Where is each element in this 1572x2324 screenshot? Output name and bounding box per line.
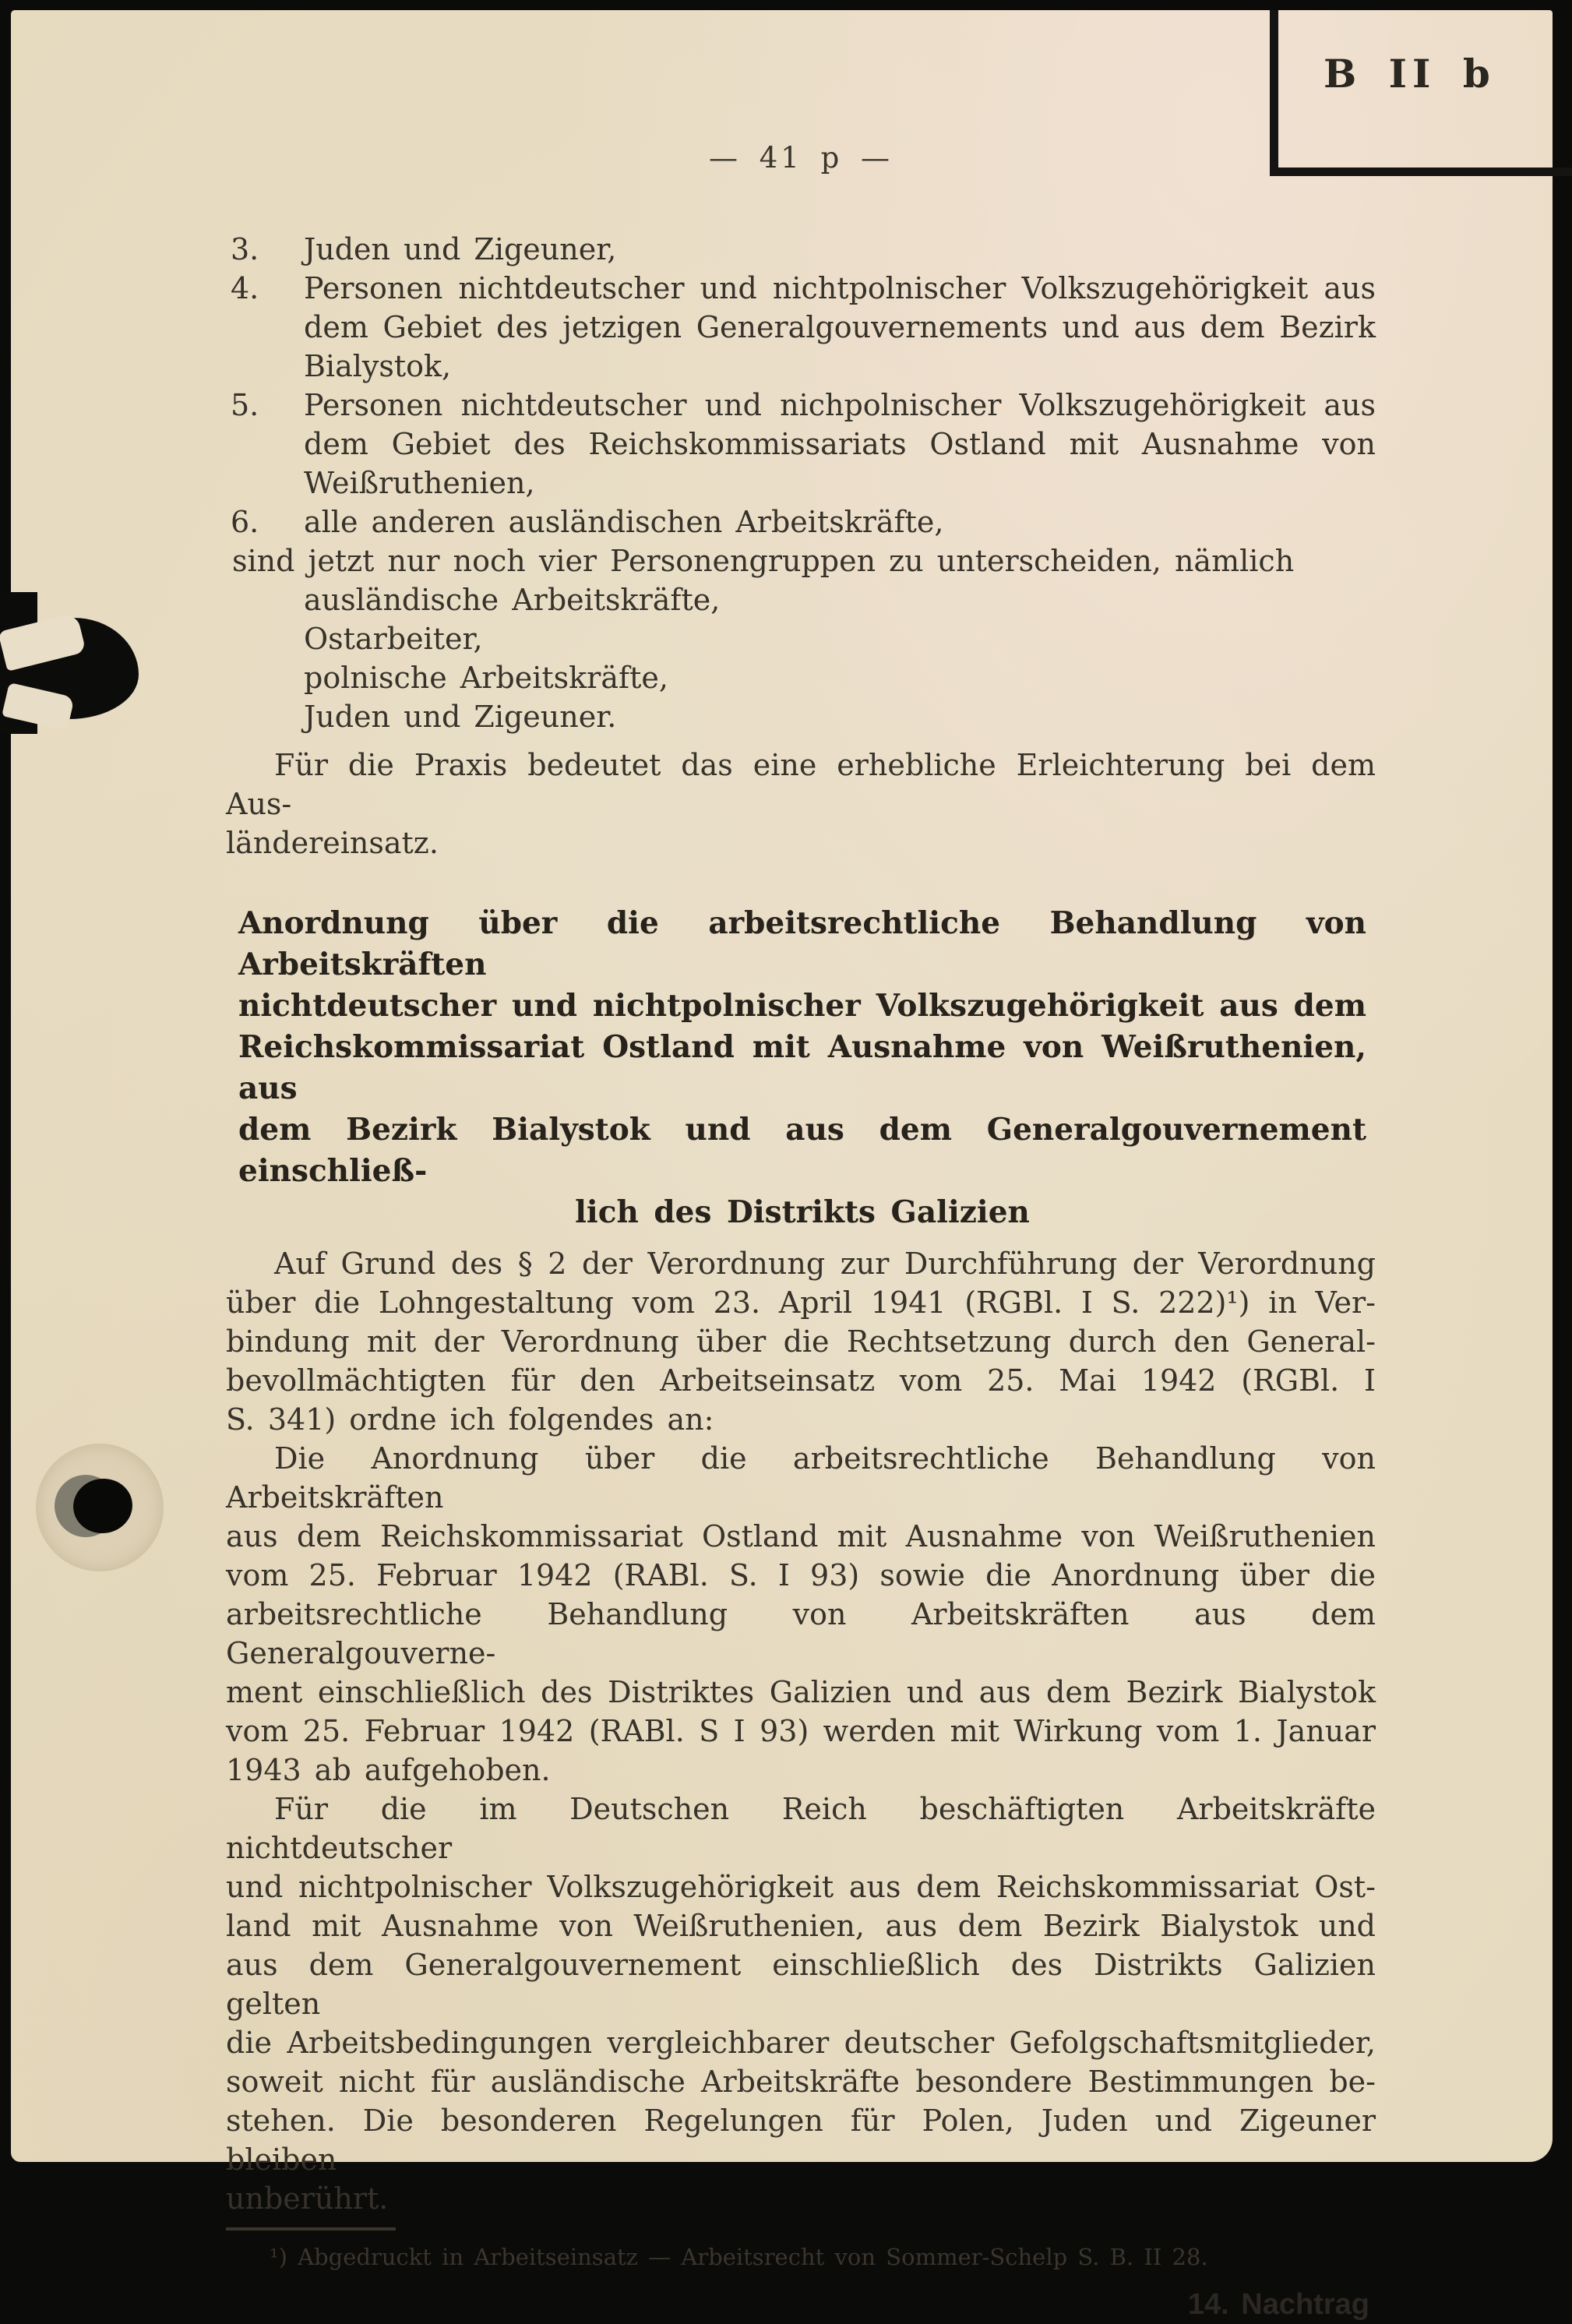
decree-heading: Anordnung über die arbeitsrechtliche Behandlung von Arbeitskräften nichtdeutscher und nichtpolnischer Volkszugehörigkeit aus dem Reichskommissariat Ostland mit Ausnahme von Weißruthenien, aus dem Bezirk Bialystok und aus dem Generalgouvernement einschließ- lich des Distrikts Galizien [238, 905, 1366, 1230]
list-item-4 [226, 269, 1376, 386]
classification-label: B II b [1324, 51, 1496, 97]
item-text: alle anderen ausländischen Arbeitskräfte, [304, 505, 944, 539]
connector-line: sind jetzt nur noch vier Personengruppen zu unterscheiden, nämlich [232, 544, 1295, 578]
decree-paragraph-2: Die Anordnung über die arbeitsrechtliche Behandlung von Arbeitskräften aus dem Reichskommissariat Ostland mit Ausnahme von Weißruthenien vom 25. Februar 1942 (RABl. S. I 93) sowie die Anordnung über die arbeitsrechtliche Behandlung von Arbeitskräften aus dem Generalgouverne- ment einschließlich des Distriktes Galizien und aus dem Bezirk Bialystok vom 25. Februar 1942 (RABl. S I 93) werden mit Wirkung vom 1. Januar 1943 ab aufgehoben. [226, 1441, 1376, 1787]
list-item-3 [226, 230, 1376, 269]
group-item: Ostarbeiter, [304, 622, 483, 656]
numbered-list [226, 230, 1376, 541]
item-number: 6. [231, 505, 259, 539]
group-list [226, 580, 1376, 736]
footnote-rule [226, 2227, 396, 2231]
item-number: 3. [231, 232, 259, 266]
page-content [226, 230, 1376, 2324]
item-text: Juden und Zigeuner, [304, 232, 617, 266]
page-number: — 41 p — [708, 141, 894, 175]
praxis-paragraph: Für die Praxis bedeutet das eine erhebliche Erleichterung bei dem Aus- ländereinsatz. [226, 748, 1376, 860]
item-text: Personen nichtdeutscher und nichpolnischer Volkszugehörigkeit aus dem Gebiet des Reichskommissariats Ostland mit Ausnahme von Weißruthenien, [304, 388, 1376, 500]
decree-paragraph-3: Für die im Deutschen Reich beschäftigten Arbeitskräfte nichtdeutscher und nichtpolnischer Volkszugehörigkeit aus dem Reichskommissariat Ost- land mit Ausnahme von Weißruthenien, aus dem Bezirk Bialystok und aus dem Generalgouvernement einschließlich des Distrikts Galizien gelten die Arbeitsbedingungen vergleichbarer deutscher Gefolgschaftsmitglieder, soweit nicht für ausländische Arbeitskräfte besondere Bestimmungen be- stehen. Die besonderen Regelungen für Polen, Juden und Zigeuner bleiben unberührt. [226, 1792, 1376, 2216]
item-number: 4. [231, 271, 259, 305]
decree-body [226, 1244, 1376, 2218]
list-item-5 [226, 386, 1376, 503]
nachtrag-label: 14. Nachtrag [1187, 2288, 1369, 2321]
decree-paragraph-1: Auf Grund des § 2 der Verordnung zur Durchführung der Verordnung über die Lohngestaltung vom 23. April 1941 (RGBl. I S. 222)¹) in Ver- bindung mit der Verordnung über die Rechtsetzung durch den General- bevollmächtigten für den Arbeitseinsatz vom 25. Mai 1942 (RGBl. I S. 341) ordne ich folgendes an: [226, 1247, 1376, 1437]
group-item: polnische Arbeitskräfte, [304, 661, 668, 695]
group-item: Juden und Zigeuner. [304, 700, 617, 734]
item-text: Personen nichtdeutscher und nichtpolnischer Volkszugehörigkeit aus dem Gebiet des jetzigen Generalgouvernements und aus dem Bezirk Bialystok, [304, 271, 1376, 383]
group-item: ausländische Arbeitskräfte, [304, 583, 721, 617]
item-number: 5. [231, 388, 259, 422]
footnote-text: ¹) Abgedruckt in Arbeitseinsatz — Arbeitsrecht von Sommer-Schelp S. B. II 28. [270, 2244, 1208, 2270]
document-page [11, 10, 1553, 2321]
list-item-6 [226, 503, 1376, 541]
